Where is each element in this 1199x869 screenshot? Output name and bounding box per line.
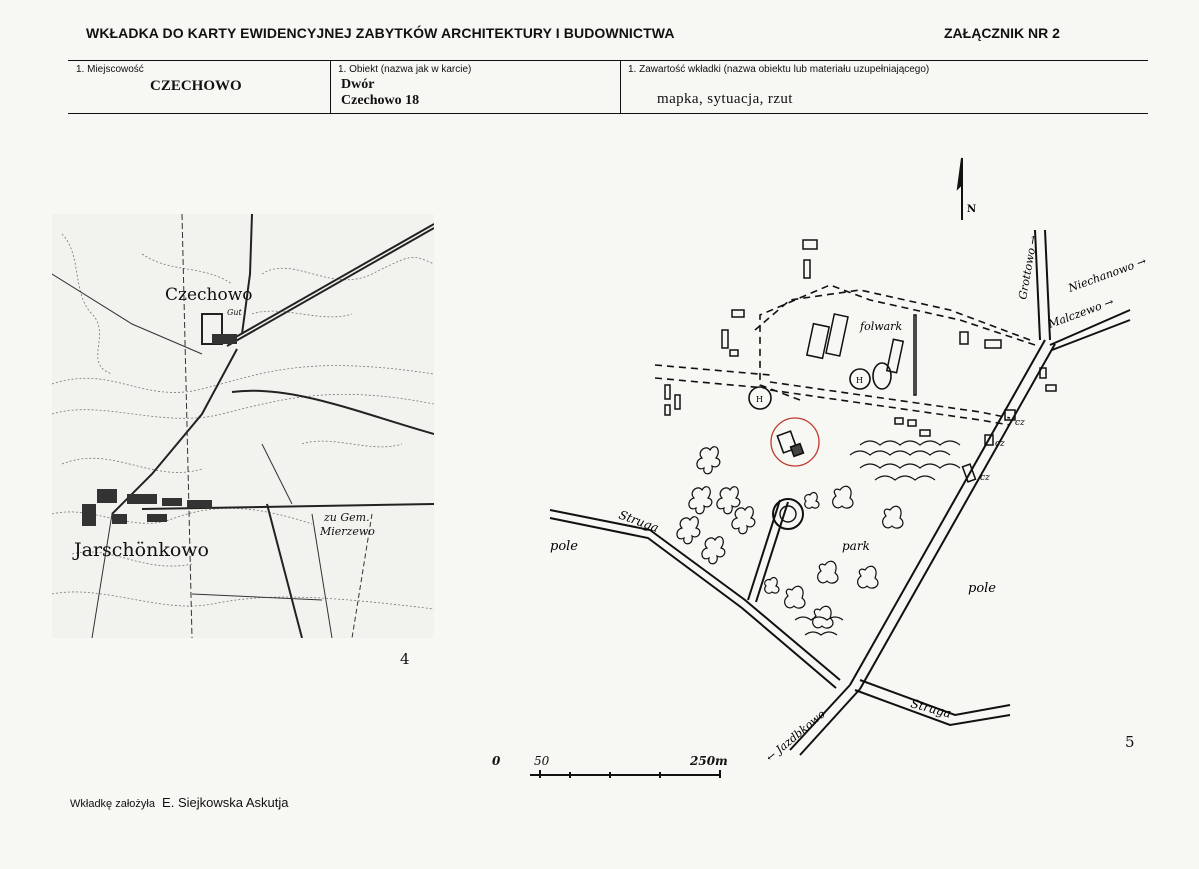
- map-label-gut: Gut: [227, 308, 242, 317]
- label-jazdbkowo: ← Jazdbkowo: [763, 707, 828, 765]
- label-pole-left: pole: [550, 539, 578, 554]
- site-plan-sketch: [530, 150, 1170, 790]
- scale-end: 250m: [690, 754, 728, 768]
- table-bottom-rule: [68, 113, 1148, 114]
- map-label-jarschonkowo: Jarschönkowo: [74, 539, 209, 561]
- table-top-rule: [68, 60, 1148, 61]
- prepared-by: [70, 795, 289, 810]
- label-struga-left: Struga: [616, 507, 661, 535]
- locality-label: 1. Miejscowość: [76, 64, 144, 75]
- bldg-label-c: cz: [980, 473, 990, 483]
- historic-topographic-map: [52, 214, 434, 638]
- attachment-number: ZAŁĄCZNIK NR 2: [944, 25, 1060, 41]
- historic-map-drawing: [52, 214, 434, 638]
- map-label-mierzewo: Mierzewo: [320, 525, 375, 538]
- label-pole-right: pole: [968, 581, 996, 596]
- page-number-4: 4: [400, 650, 410, 668]
- label-struga-bottom: Struga: [909, 696, 953, 721]
- page-number-5: 5: [1125, 733, 1135, 751]
- object-line-2: Czechowo 18: [341, 93, 420, 108]
- contents-value: mapka, sytuacja, rzut: [657, 91, 793, 107]
- map-label-zu-gem: zu Gem.: [324, 511, 370, 524]
- label-park: park: [842, 539, 870, 553]
- site-plan-drawing: [530, 150, 1170, 790]
- label-grottowo: Grottowo →: [1016, 234, 1041, 301]
- north-label: N: [967, 204, 977, 215]
- locality-value: CZECHOWO: [150, 78, 242, 94]
- prepared-by-label: Wkładkę założyła: [70, 798, 155, 810]
- label-folwark: folwark: [860, 320, 903, 333]
- manor-house-marker: [777, 431, 803, 456]
- prepared-by-name: E. Siejkowska Askutja: [162, 795, 289, 810]
- table-divider-2: [620, 60, 621, 114]
- bldg-h-1: H: [756, 395, 763, 404]
- contents-label: 1. Zawartość wkładki (nazwa obiektu lub materiału uzupełniającego): [628, 64, 930, 75]
- north-arrow-icon: [958, 158, 962, 220]
- scale-fifty: 50: [534, 754, 550, 768]
- scale-bar: [530, 770, 720, 778]
- bldg-h-2: H: [856, 376, 863, 385]
- document-title: WKŁADKA DO KARTY EWIDENCYJNEJ ZABYTKÓW ARCHITEKTURY I BUDOWNICTWA: [86, 25, 675, 41]
- table-divider-1: [330, 60, 331, 114]
- object-label: 1. Obiekt (nazwa jak w karcie): [338, 64, 472, 75]
- map-label-czechowo: Czechowo: [165, 285, 253, 305]
- bldg-label-b: cz: [995, 439, 1005, 449]
- bldg-label-a: cz: [1015, 418, 1025, 428]
- label-niechanowo: Niechanowo →: [1066, 254, 1149, 295]
- scale-zero: 0: [492, 754, 501, 768]
- label-malczewo: Malczewo →: [1046, 295, 1116, 331]
- object-line-1: Dwór: [341, 77, 375, 92]
